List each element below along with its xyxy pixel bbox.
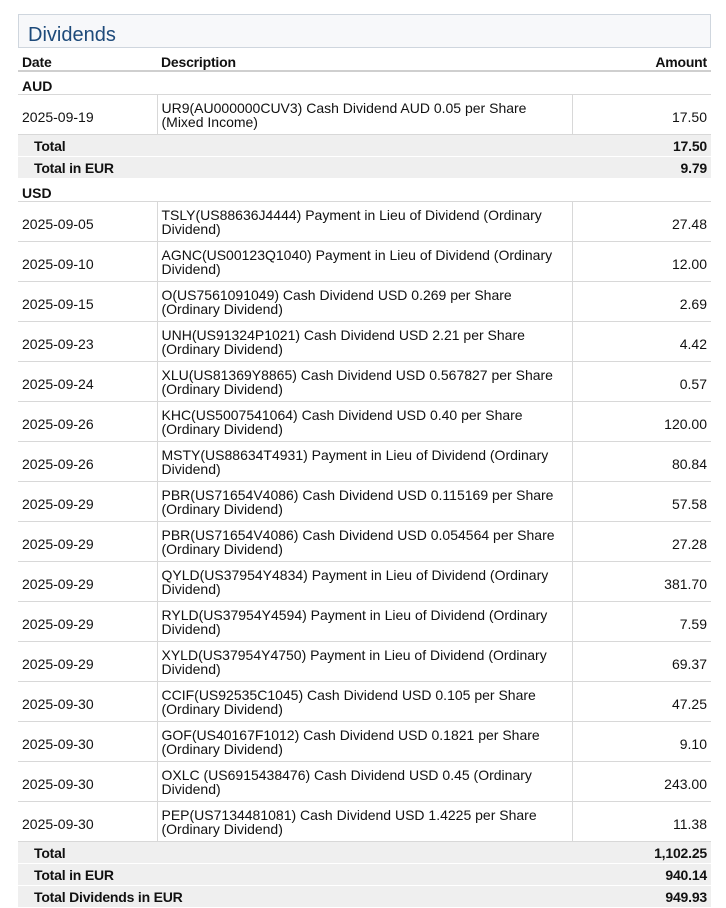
row-description-line1: KHC(US5007541064) Cash Dividend USD 0.40 per Share [161, 406, 523, 423]
usd-total-label: Total [18, 842, 572, 864]
table-row [18, 322, 711, 362]
row-description-line2: (Ordinary Dividend) [161, 820, 283, 837]
table-row [18, 482, 711, 522]
row-amount: 17.50 [572, 95, 711, 135]
row-description [157, 362, 572, 402]
row-description-line2: (Ordinary Dividend) [161, 700, 283, 717]
row-amount: 243.00 [572, 762, 711, 802]
row-description [157, 602, 572, 642]
row-date: 2025-09-29 [18, 642, 157, 682]
row-date: 2025-09-15 [18, 282, 157, 322]
dividends-section [18, 14, 711, 908]
row-amount: 120.00 [572, 402, 711, 442]
row-amount: 9.10 [572, 722, 711, 762]
usd-total-eur-label: Total in EUR [18, 864, 572, 886]
row-date: 2025-09-29 [18, 522, 157, 562]
table-row [18, 402, 711, 442]
row-description [157, 762, 572, 802]
table-row [18, 762, 711, 802]
row-amount: 0.57 [572, 362, 711, 402]
row-date: 2025-09-30 [18, 722, 157, 762]
row-amount: 47.25 [572, 682, 711, 722]
currency-row-aud [18, 71, 711, 95]
table-row [18, 722, 711, 762]
row-date: 2025-09-30 [18, 802, 157, 842]
row-date: 2025-09-26 [18, 402, 157, 442]
row-date: 2025-09-23 [18, 322, 157, 362]
table-row [18, 642, 711, 682]
row-description [157, 482, 572, 522]
row-description-line1: TSLY(US88636J4444) Payment in Lieu of Dividend (Ordinary [161, 206, 542, 223]
row-amount: 27.48 [572, 202, 711, 242]
usd-total [18, 842, 711, 864]
row-description-line2: (Ordinary Dividend) [161, 340, 283, 357]
row-description-line1: AGNC(US00123Q1040) Payment in Lieu of Dividend (Ordinary [161, 246, 553, 263]
row-date: 2025-09-26 [18, 442, 157, 482]
row-description-line2: (Ordinary Dividend) [161, 420, 283, 437]
row-description-line2: (Ordinary Dividend) [161, 740, 283, 757]
row-description [157, 642, 572, 682]
row-description [157, 322, 572, 362]
table-row [18, 95, 711, 135]
row-description-line2: (Mixed Income) [161, 113, 258, 130]
row-description-line1: PEP(US7134481081) Cash Dividend USD 1.4225 per Share [161, 806, 537, 823]
row-description-line2: Dividend) [161, 620, 221, 637]
row-description [157, 442, 572, 482]
table-row [18, 562, 711, 602]
row-description-line2: Dividend) [161, 260, 221, 277]
row-description [157, 802, 572, 842]
row-date: 2025-09-29 [18, 602, 157, 642]
row-description [157, 722, 572, 762]
row-description-line2: (Ordinary Dividend) [161, 300, 283, 317]
row-description [157, 95, 572, 135]
row-description [157, 242, 572, 282]
row-date: 2025-09-30 [18, 682, 157, 722]
dividends-table [18, 48, 711, 908]
row-amount: 12.00 [572, 242, 711, 282]
row-description-line2: Dividend) [161, 660, 221, 677]
row-description-line2: Dividend) [161, 580, 221, 597]
row-description-line1: XYLD(US37954Y4750) Payment in Lieu of Dividend (Ordinary [161, 646, 547, 663]
table-row [18, 682, 711, 722]
row-description-line1: O(US7561091049) Cash Dividend USD 0.269 per Share [161, 286, 512, 303]
row-date: 2025-09-10 [18, 242, 157, 282]
currency-label: USD [18, 179, 711, 202]
row-description [157, 282, 572, 322]
usd-total-eur-value: 940.14 [572, 864, 711, 886]
row-date: 2025-09-29 [18, 482, 157, 522]
row-date: 2025-09-30 [18, 762, 157, 802]
row-description [157, 402, 572, 442]
row-description-line1: MSTY(US88634T4931) Payment in Lieu of Dividend (Ordinary [161, 446, 549, 463]
header-row [18, 48, 711, 71]
row-amount: 27.28 [572, 522, 711, 562]
table-row [18, 802, 711, 842]
row-description-line1: UR9(AU000000CUV3) Cash Dividend AUD 0.05 per Share [161, 99, 527, 116]
row-description-line2: Dividend) [161, 220, 221, 237]
row-date: 2025-09-29 [18, 562, 157, 602]
table-row [18, 602, 711, 642]
header-amount: Amount [572, 48, 711, 71]
row-description-line1: CCIF(US92535C1045) Cash Dividend USD 0.105 per Share [161, 686, 536, 703]
row-amount: 57.58 [572, 482, 711, 522]
grand-total [18, 886, 711, 908]
aud-total-value: 17.50 [572, 135, 711, 157]
currency-row-usd [18, 179, 711, 202]
row-description-line1: RYLD(US37954Y4594) Payment in Lieu of Dividend (Ordinary [161, 606, 548, 623]
table-row [18, 242, 711, 282]
row-amount: 381.70 [572, 562, 711, 602]
section-title[interactable]: Dividends [18, 14, 711, 48]
aud-total-label: Total [18, 135, 572, 157]
row-amount: 4.42 [572, 322, 711, 362]
row-description-line1: UNH(US91324P1021) Cash Dividend USD 2.21 per Share [161, 326, 525, 343]
row-description-line1: GOF(US40167F1012) Cash Dividend USD 0.1821 per Share [161, 726, 540, 743]
row-amount: 7.59 [572, 602, 711, 642]
row-description-line1: XLU(US81369Y8865) Cash Dividend USD 0.567827 per Share [161, 366, 553, 383]
grand-total-label: Total Dividends in EUR [18, 886, 572, 908]
row-description [157, 522, 572, 562]
aud-total [18, 135, 711, 157]
table-row [18, 442, 711, 482]
aud-total-eur-value: 9.79 [572, 157, 711, 179]
row-date: 2025-09-05 [18, 202, 157, 242]
usd-total-value: 1,102.25 [572, 842, 711, 864]
aud-total-eur [18, 157, 711, 179]
table-row [18, 202, 711, 242]
row-description-line2: Dividend) [161, 780, 221, 797]
row-description-line2: (Ordinary Dividend) [161, 500, 283, 517]
usd-total-eur [18, 864, 711, 886]
row-description [157, 682, 572, 722]
row-description [157, 202, 572, 242]
row-date: 2025-09-24 [18, 362, 157, 402]
table-row [18, 522, 711, 562]
table-row [18, 282, 711, 322]
aud-total-eur-label: Total in EUR [18, 157, 572, 179]
header-date: Date [18, 48, 157, 71]
row-description-line2: (Ordinary Dividend) [161, 540, 283, 557]
row-amount: 80.84 [572, 442, 711, 482]
row-description-line1: OXLC (US6915438476) Cash Dividend USD 0.45 (Ordinary [161, 766, 532, 783]
table-row [18, 362, 711, 402]
table-body [18, 71, 711, 908]
row-amount: 11.38 [572, 802, 711, 842]
currency-label: AUD [18, 71, 711, 95]
grand-total-value: 949.93 [572, 886, 711, 908]
row-description [157, 562, 572, 602]
row-date: 2025-09-19 [18, 95, 157, 135]
row-description-line1: QYLD(US37954Y4834) Payment in Lieu of Dividend (Ordinary [161, 566, 549, 583]
row-amount: 2.69 [572, 282, 711, 322]
row-amount: 69.37 [572, 642, 711, 682]
row-description-line2: (Ordinary Dividend) [161, 380, 283, 397]
row-description-line2: Dividend) [161, 460, 221, 477]
header-description: Description [157, 48, 572, 71]
row-description-line1: PBR(US71654V4086) Cash Dividend USD 0.115169 per Share [161, 486, 554, 503]
row-description-line1: PBR(US71654V4086) Cash Dividend USD 0.054564 per Share [161, 526, 555, 543]
